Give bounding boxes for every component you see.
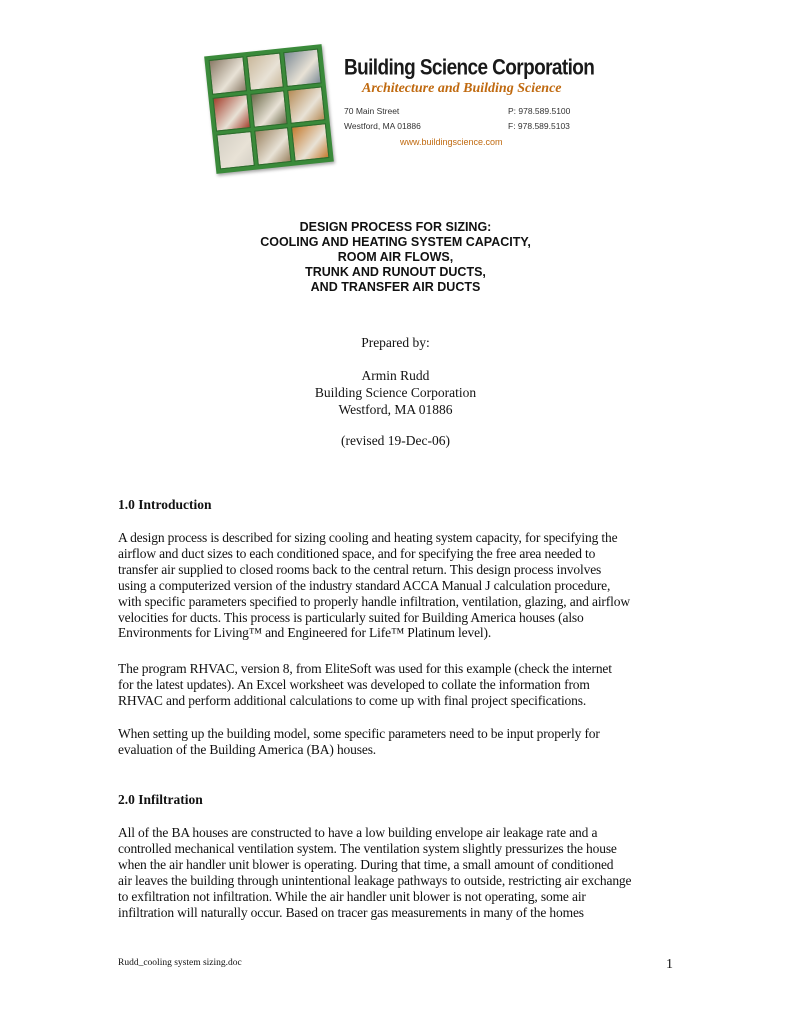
paragraph — [118, 825, 678, 920]
section-heading-introduction: 1.0 Introduction — [118, 497, 212, 512]
text-line: controlled mechanical ventilation system. The ventilation system slightly pressurizes the house — [118, 840, 617, 856]
title-line: ROOM AIR FLOWS, — [337, 250, 454, 264]
text-line: using a computerized version of the industry standard ACCA Manual J calculation procedure, — [118, 577, 611, 593]
footer-filename: Rudd_cooling system sizing.doc — [118, 958, 242, 968]
logo-photo — [254, 127, 292, 165]
text-line: evaluation of the Building America (BA) houses. — [118, 741, 377, 757]
paragraph — [118, 530, 678, 641]
logo-photo — [287, 86, 325, 124]
page-number: 1 — [666, 957, 673, 972]
revision-date: (revised 19-Dec-06) — [340, 433, 451, 448]
title-line: AND TRANSFER AIR DUCTS — [310, 280, 481, 294]
text-line: air leaves the building through unintentional leakage pathways to outside, restricting air exchange — [118, 872, 632, 888]
text-line: with specific parameters specified to properly handle infiltration, ventilation, glazing, and airflow — [118, 593, 630, 609]
logo-photo — [216, 131, 254, 169]
section-heading-infiltration: 2.0 Infiltration — [118, 792, 203, 807]
company-logo-photo-grid — [204, 44, 334, 174]
logo-photo — [246, 52, 284, 90]
logo-photo — [250, 90, 288, 128]
title-line: TRUNK AND RUNOUT DUCTS, — [305, 265, 486, 279]
title-line: COOLING AND HEATING SYSTEM CAPACITY, — [260, 235, 531, 249]
text-line: infiltration will naturally occur. Based on tracer gas measurements in many of the homes — [118, 904, 584, 920]
title-line: DESIGN PROCESS FOR SIZING: — [299, 220, 492, 234]
address-street: 70 Main Street — [344, 106, 400, 116]
text-line: to exfiltration not infiltration. While the air handler unit blower is not operating, some air — [118, 888, 586, 904]
paragraph — [118, 661, 678, 709]
author-name: Armin Rudd — [361, 368, 430, 383]
author-location: Westford, MA 01886 — [338, 402, 453, 417]
company-name: Building Science Corporation — [344, 56, 595, 81]
text-line: The program RHVAC, version 8, from EliteSoft was used for this example (check the internet — [118, 661, 612, 676]
author-organization: Building Science Corporation — [314, 385, 477, 400]
text-line: A design process is described for sizing cooling and heating system capacity, for specifying the — [118, 530, 618, 545]
paragraph — [118, 726, 678, 758]
text-line: All of the BA houses are constructed to have a low building envelope air leakage rate and a — [118, 825, 598, 840]
document-title — [0, 220, 791, 295]
text-line: transfer air supplied to closed rooms back to the central return. This design process involves — [118, 561, 602, 577]
text-line: for the latest updates). An Excel worksheet was developed to collate the information from — [118, 676, 590, 692]
text-line: airflow and duct sizes to each conditioned space, and for specifying the free area needed to — [118, 545, 596, 561]
letterhead — [210, 44, 595, 174]
text-line: Environments for Living™ and Engineered for Life™ Platinum level). — [118, 625, 492, 641]
logo-photo — [291, 123, 329, 161]
logo-photo — [209, 56, 247, 94]
text-line: velocities for ducts. This process is particularly suited for Building America houses (also — [118, 609, 584, 625]
fax-number: F: 978.589.5103 — [508, 121, 570, 131]
logo-photo — [212, 94, 250, 132]
prepared-by-label: Prepared by: — [361, 335, 430, 350]
text-line: RHVAC and perform additional calculations to come up with final project specifications. — [118, 692, 587, 708]
logo-photo — [283, 49, 321, 87]
text-line: When setting up the building model, some specific parameters need to be input properly for — [118, 726, 600, 741]
phone-number: P: 978.589.5100 — [508, 106, 571, 116]
text-line: when the air handler unit blower is operating. During that time, a small amount of conditioned — [118, 856, 614, 872]
company-tagline: Architecture and Building Science — [362, 81, 562, 96]
author-block — [0, 367, 791, 418]
company-website: www.buildingscience.com — [400, 137, 503, 147]
address-city: Westford, MA 01886 — [344, 121, 421, 131]
